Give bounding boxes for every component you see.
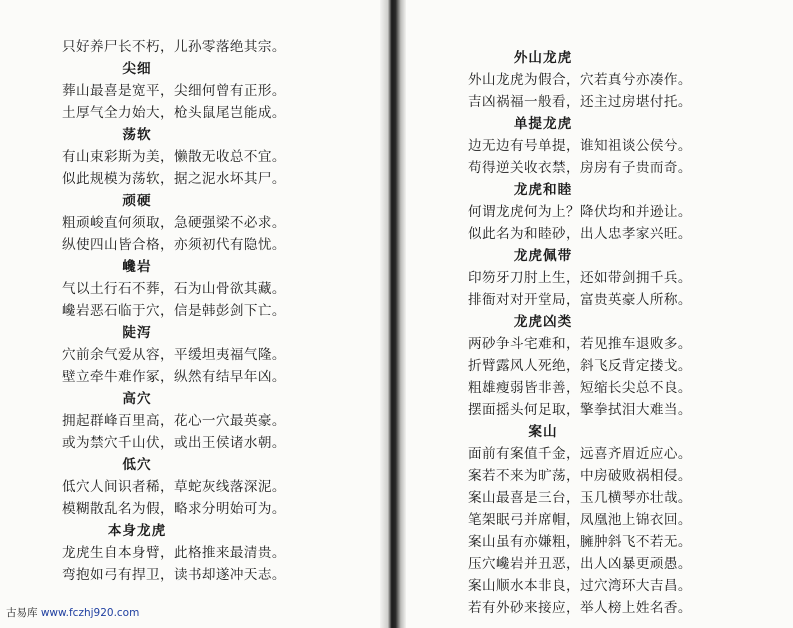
verse-line: 外山龙虎为假合，穴若真兮亦凑作。 bbox=[468, 72, 692, 88]
book-gutter bbox=[380, 0, 406, 628]
verse-line: 巉岩恶石临于穴，信是韩彭剑下亡。 bbox=[62, 303, 286, 319]
verse-line: 面前有案值千金，远喜齐眉近应心。 bbox=[468, 446, 692, 462]
verse-line: 弯抱如弓有捍卫，读书却遂冲天志。 bbox=[62, 567, 286, 583]
verse-line: 似此规模为荡软，据之泥水坏其尸。 bbox=[62, 171, 286, 187]
verse-line: 何谓龙虎何为上？降伏均和并逊让。 bbox=[468, 204, 692, 220]
verse-line: 案山虽有亦嫌粗，臃肿斜飞不若无。 bbox=[468, 534, 692, 550]
verse-line: 纵使四山皆合格，亦须初代有隐忧。 bbox=[62, 237, 286, 253]
section-heading: 荡软 bbox=[122, 127, 152, 143]
verse-line: 印笏牙刀肘上生，还如带剑拥千兵。 bbox=[468, 270, 692, 286]
section-heading: 低穴 bbox=[122, 457, 152, 473]
verse-line: 排衙对对开堂局，富贵英豪人所称。 bbox=[468, 292, 692, 308]
verse-line: 案山最喜是三台，玉几横琴亦壮哉。 bbox=[468, 490, 692, 506]
verse-line: 气以土行石不葬，石为山骨欲其藏。 bbox=[62, 281, 286, 297]
left-page bbox=[0, 0, 380, 628]
verse-line: 葬山最喜是宽平，尖细何曾有正形。 bbox=[62, 83, 286, 99]
verse-line: 边无边有号单提，谁知祖谈公侯兮。 bbox=[468, 138, 692, 154]
section-heading: 龙虎和睦 bbox=[513, 182, 573, 198]
verse-line: 壁立牵牛难作冢，纵然有结早年凶。 bbox=[62, 369, 286, 385]
section-heading: 案山 bbox=[528, 424, 558, 440]
verse-line: 折臂露风人死绝，斜飞反背定搂戈。 bbox=[468, 358, 692, 374]
verse-line: 两砂争斗宅难和，若见推车退败多。 bbox=[468, 336, 692, 352]
verse-line: 案若不来为旷荡，中房破败祸相侵。 bbox=[468, 468, 692, 484]
section-heading: 外山龙虎 bbox=[513, 50, 573, 66]
section-heading: 巉岩 bbox=[122, 259, 152, 275]
section-heading: 高穴 bbox=[122, 391, 152, 407]
verse-line: 苟得逆关收衣禁，房房有子贵而奇。 bbox=[468, 160, 692, 176]
verse-line: 土厚气全力始大，枪头鼠尾岂能成。 bbox=[62, 105, 286, 121]
verse-line: 吉凶祸福一般看，还主过房堪付托。 bbox=[468, 94, 692, 110]
verse-line: 模糊散乱名为假，略求分明始可为。 bbox=[62, 501, 286, 517]
verse-line: 摆面摇头何足取，擎拳拭泪大难当。 bbox=[468, 402, 692, 418]
footer-url[interactable]: www.fczhj920.com bbox=[40, 607, 140, 619]
verse-line: 有山束彩斯为美，懒散无收总不宜。 bbox=[62, 149, 286, 165]
verse-line: 案山顺水本非良，过穴湾环大吉昌。 bbox=[468, 578, 692, 594]
footer-site-name: 古易库 bbox=[6, 607, 38, 619]
section-heading: 本身龙虎 bbox=[107, 523, 167, 539]
left-text-column bbox=[62, 36, 362, 586]
section-heading: 尖细 bbox=[122, 61, 152, 77]
section-heading: 单提龙虎 bbox=[513, 116, 573, 132]
verse-line: 拥起群峰百里高，花心一穴最英豪。 bbox=[62, 413, 286, 429]
verse-line: 龙虎生自本身臂，此格推来最清贵。 bbox=[62, 545, 286, 561]
verse-line: 穴前余气爱从容，平缓坦夷福气隆。 bbox=[62, 347, 286, 363]
verse-line: 似此名为和睦砂，出人忠孝家兴旺。 bbox=[468, 226, 692, 242]
section-heading: 龙虎凶类 bbox=[513, 314, 573, 330]
verse-line: 笔架眠弓并席帽，凤凰池上锦衣回。 bbox=[468, 512, 692, 528]
verse-line: 若有外砂来接应，举人榜上姓名香。 bbox=[468, 600, 692, 616]
verse-line: 压穴巉岩并丑恶，出人凶暴更顽愚。 bbox=[468, 556, 692, 572]
verse-line: 粗雄瘦弱皆非善，短缩长尖总不良。 bbox=[468, 380, 692, 396]
right-page bbox=[406, 0, 793, 628]
verse-line: 或为禁穴千山伏，或出王侯诸水朝。 bbox=[62, 435, 286, 451]
verse-line: 低穴人间识者稀，草蛇灰线落深泥。 bbox=[62, 479, 286, 495]
section-heading: 顽硬 bbox=[122, 193, 152, 209]
verse-line: 只好养尸长不朽，儿孙零落绝其宗。 bbox=[62, 39, 286, 55]
right-text-column bbox=[468, 47, 768, 619]
watermark-footer bbox=[6, 605, 139, 620]
verse-line: 粗顽峻直何须取，急硬强梁不必求。 bbox=[62, 215, 286, 231]
section-heading: 陡泻 bbox=[122, 325, 152, 341]
section-heading: 龙虎佩带 bbox=[513, 248, 573, 264]
